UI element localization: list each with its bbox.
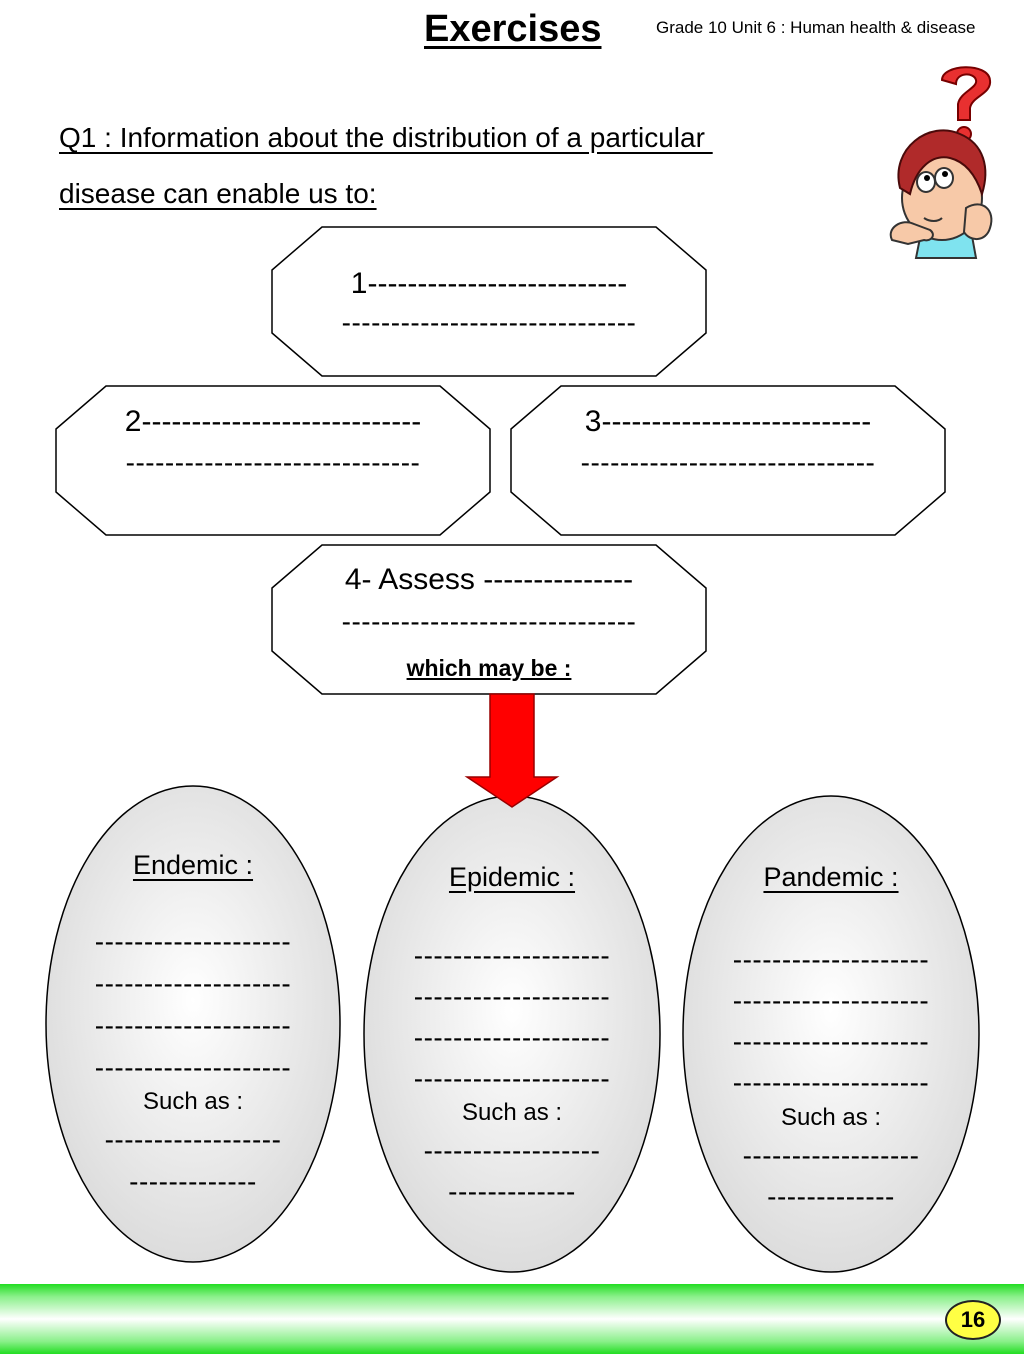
oval-endemic-such-as: Such as : <box>142 1088 244 1115</box>
box-4-line-1: 4- Assess --------------- <box>344 563 634 596</box>
oval-pandemic-line-1: -------------------- <box>732 944 930 975</box>
box-2-line-2: ------------------------------ <box>125 447 421 478</box>
oval-pandemic-label: Pandemic : <box>763 862 899 892</box>
oval-epidemic-such-as: Such as : <box>461 1099 563 1126</box>
page-number-badge: 16 <box>945 1300 1001 1340</box>
oval-endemic-label: Endemic : <box>132 850 254 880</box>
oval-epidemic-label: Epidemic : <box>448 862 576 892</box>
page-title: Exercises <box>424 8 602 50</box>
oval-epidemic-line-2: -------------------- <box>413 981 611 1012</box>
oval-endemic-line-1: -------------------- <box>94 926 292 957</box>
oval-endemic-answer-2: ------------- <box>129 1166 257 1197</box>
question-line-2: disease can enable us to: <box>59 178 377 209</box>
oval-pandemic-such-as: Such as : <box>780 1104 882 1131</box>
question-line-1: Q1 : Information about the distribution of a particular <box>59 122 713 153</box>
oval-epidemic-line-3: -------------------- <box>413 1022 611 1053</box>
box-1-line-1: 1-------------------------- <box>350 267 628 300</box>
oval-endemic-line-4: -------------------- <box>94 1052 292 1083</box>
oval-epidemic-answer-1: ------------------ <box>423 1135 601 1166</box>
oval-endemic-answer-1: ------------------ <box>104 1124 282 1155</box>
oval-epidemic-answer-2: ------------- <box>448 1176 576 1207</box>
oval-endemic-line-2: -------------------- <box>94 968 292 999</box>
oval-pandemic-answer-2: ------------- <box>767 1181 895 1212</box>
oval-pandemic-answer-1: ------------------ <box>742 1140 920 1171</box>
oval-pandemic-line-2: -------------------- <box>732 985 930 1016</box>
box-4-note: which may be : <box>406 655 572 681</box>
box-1-line-2: ------------------------------ <box>341 307 637 338</box>
oval-pandemic-line-3: -------------------- <box>732 1026 930 1057</box>
box-3-line-2: ------------------------------ <box>580 447 876 478</box>
down-arrow-icon <box>467 694 557 807</box>
box-3-line-1: 3--------------------------- <box>584 405 872 438</box>
oval-epidemic-line-1: -------------------- <box>413 940 611 971</box>
footer-bar <box>0 1284 1024 1354</box>
oval-epidemic-line-4: -------------------- <box>413 1063 611 1094</box>
oval-pandemic-line-4: -------------------- <box>732 1067 930 1098</box>
oval-endemic-line-3: -------------------- <box>94 1010 292 1041</box>
box-2-line-1: 2---------------------------- <box>124 405 422 438</box>
box-4-line-2: ------------------------------ <box>341 606 637 637</box>
unit-label: Grade 10 Unit 6 : Human health & disease <box>656 18 976 37</box>
